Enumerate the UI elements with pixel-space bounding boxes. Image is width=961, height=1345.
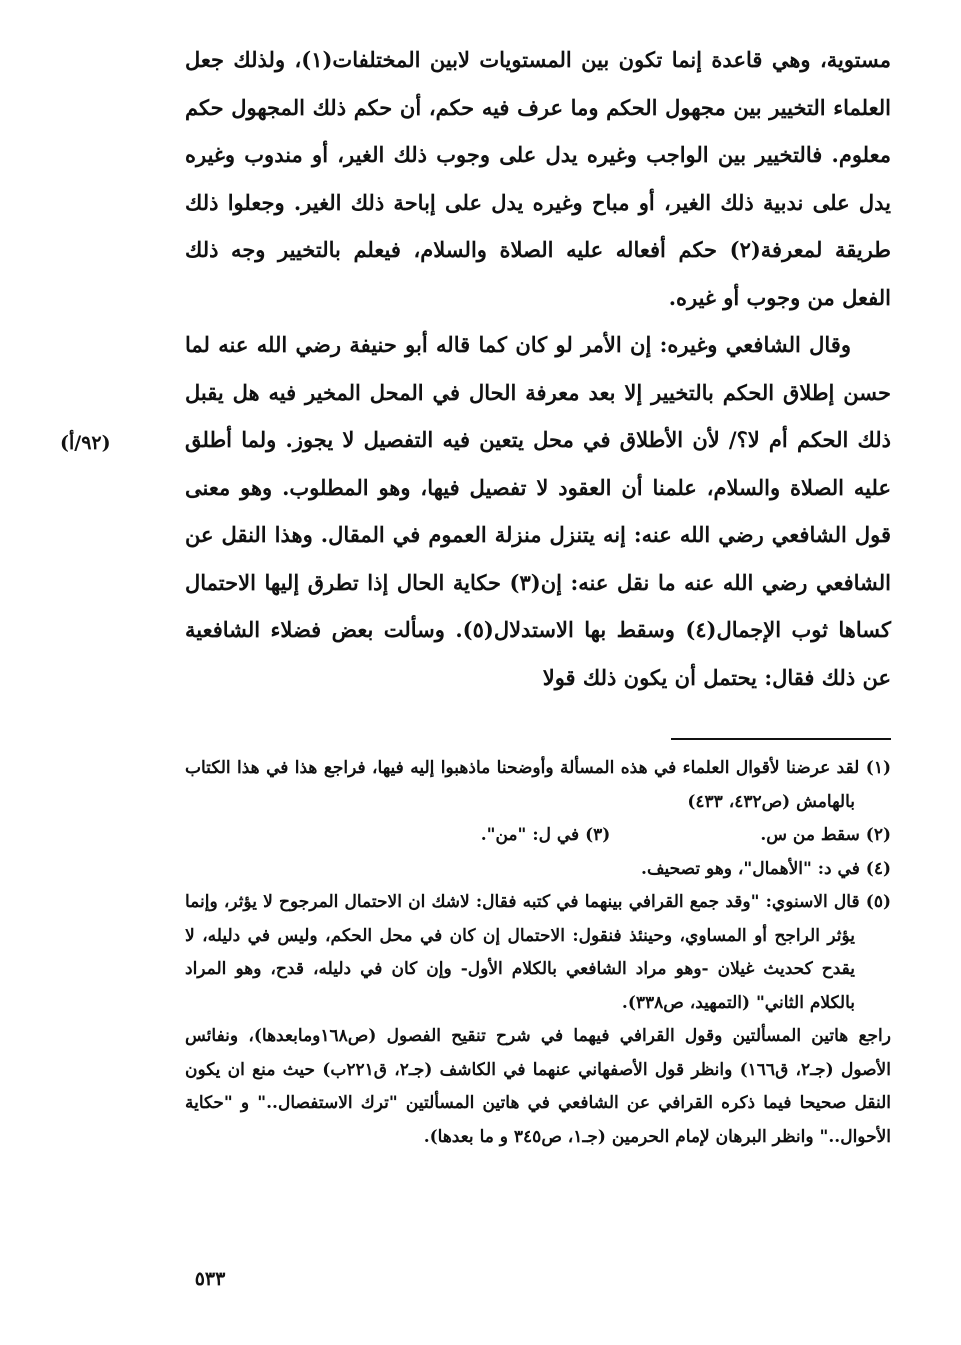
page-number: ٥٣٣ [194, 1268, 226, 1290]
paragraph-2: وقال الشافعي وغيره: إن الأمر لو كان كما قاله أبو حنيفة رضي الله عنه لما حسن إطلاق الحكم بالتخيير إلا بعد معرفة الحال في المحل المخير فيه هل يقبل ذلك الحكم أم لا؟/ لأن الأطلاق في محل يتعين فيه التفصيل لا يجوز. ولما أطلق عليه الصلاة والسلام، علمنا أن العقود لا تفصيل فيها، وهو المطلوب. وهو معنى قول الشافعي رضي الله عنه: إنه يتنزل منزلة العموم في المقال. وهذا النقل عن الشافعي رضي الله عنه ما نقل عنه: إن(٣) حكاية الحال إذا تطرق إليها الاحتمال كساها ثوب الإجمال(٤) وسقط بها الاستدلال(٥). وسألت بعض فضلاء الشافعية عن ذلك فقال: يحتمل أن يكون ذلك قولا [185, 332, 891, 690]
footnote-separator [671, 738, 891, 740]
footnote-5-continuation: راجع هاتين المسألتين وقول القرافي فيهما في شرح تنقيح الفصول (ص١٦٨ومابعدها)، ونفائس الأصول (جـ٢، ق١٦٦) وانظر قول الأصفهاني عنهما في الكاشف (جـ٢، ق٢٢١ب) حيث منع ان يكون النقل صحيحا فيما ذكره القرافي عن الشافعي في هاتين المسألتين "ترك الاستفصال.." و "حكاية الأحوال.." وانظر البرهان لإمام الحرمين (جـ١، ص٣٤٥ و ما بعدها). [185, 1026, 891, 1147]
footnote-4: (٤) في د: "الأهمال"، وهو تصحيف. [641, 858, 891, 879]
footnote-5: (٥) قال الاسنوي: "وقد جمع القرافي بينهما في كتبه فقال: لاشك ان الاحتمال المرجوح لا يؤثر، وإنما يؤثر الراجح أو المساوي، وحينئذ فنقول: الاحتمال إن كان في محل الحكم، وليس في دليله، لا يقدح كحديث غيلان -وهو مراد الشافعي بالكلام الأول- وإن كان في دليله، قدح، وهو المراد بالكلام الثاني" (التمهيد، ص٣٣٨). [185, 892, 891, 1013]
main-text-block [185, 36, 891, 701]
footnote-row-2-3 [185, 819, 891, 853]
footnotes-block [185, 752, 891, 1154]
footnote-2: (٢) سقط من س. [760, 825, 891, 845]
margin-folio-reference: (٩٢/أ) [60, 432, 111, 454]
paragraph-1: مستوية، وهي قاعدة إنما تكون بين المستويات لابين المختلفات(١)، ولذلك جعل العلماء التخيير بين مجهول الحكم وما عرف فيه حكم، أن حكم ذلك المجهول حكم معلوم. فالتخيير بين الواجب وغيره يدل على وجوب ذلك الغير، أو مندوب وغيره يدل على ندبية ذلك الغير، أو مباح وغيره يدل على إباحة ذلك الغير. وجعلوا ذلك طريقة لمعرفة(٢) حكم أفعاله عليه الصلاة والسلام، فيعلم بالتخيير وجه ذلك الفعل من وجوب أو غيره. [185, 47, 891, 310]
footnote-3: (٣) في ل: "من". [480, 825, 611, 845]
footnote-1: (١) لقد عرضنا لأقوال العلماء في هذه المسألة وأوضحنا ماذهبوا إليه فيها، فراجع هذا في هذا الكتاب بالهامش (ص٤٣٢، ٤٣٣) [185, 758, 891, 812]
